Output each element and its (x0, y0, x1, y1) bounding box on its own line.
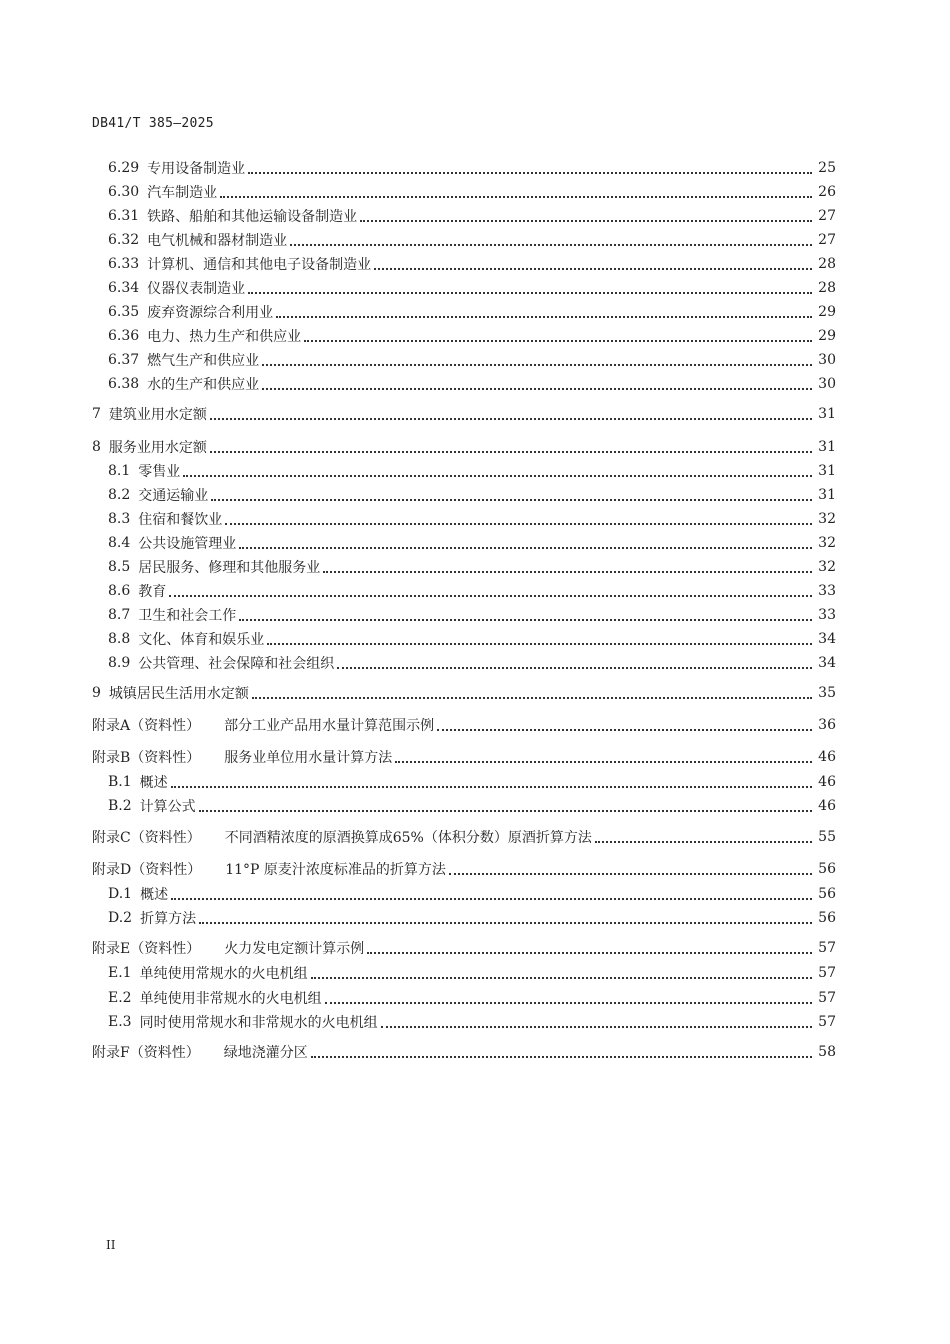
toc-entry[interactable] (0, 827, 950, 847)
toc-page: 36 (818, 717, 836, 733)
toc-entry[interactable] (0, 374, 950, 394)
toc-title: 居民服务、修理和其他服务业 (138, 560, 321, 576)
toc-entry[interactable] (0, 182, 950, 202)
toc-leader (262, 387, 812, 390)
toc-number: B.2 (108, 798, 132, 814)
toc-title: 火力发电定额计算示例 (224, 941, 365, 957)
toc-title: 公共设施管理业 (138, 536, 237, 552)
toc-leader (171, 897, 812, 900)
toc-title: 部分工业产品用水量计算范围示例 (224, 718, 435, 734)
toc-page: 27 (818, 208, 836, 224)
toc-entry[interactable] (0, 963, 950, 983)
toc-page: 31 (818, 463, 836, 479)
toc-entry[interactable] (0, 683, 950, 703)
toc-entry[interactable] (0, 747, 950, 767)
toc-entry[interactable] (0, 350, 950, 370)
toc-title: 卫生和社会工作 (138, 608, 237, 624)
toc-title: 概述 (140, 887, 169, 903)
toc-page: 34 (818, 655, 836, 671)
toc-number: 附录D（资料性） (92, 862, 202, 878)
toc-title: 服务业单位用水量计算方法 (224, 750, 393, 766)
toc-leader (239, 618, 812, 621)
toc-number: E.2 (108, 990, 132, 1006)
toc-leader (199, 921, 812, 924)
toc-page: 28 (818, 280, 836, 296)
toc-page: 56 (818, 910, 836, 926)
toc-entry[interactable] (0, 302, 950, 322)
toc-leader (337, 666, 812, 669)
toc-number: E.1 (108, 965, 132, 981)
toc-entry[interactable] (0, 509, 950, 529)
toc-page: 57 (818, 940, 836, 956)
toc-entry[interactable] (0, 1012, 950, 1032)
toc-number: 附录F（资料性） (92, 1045, 200, 1061)
toc-number: 6.32 (108, 232, 140, 248)
toc-title: 铁路、船舶和其他运输设备制造业 (147, 209, 358, 225)
toc-title: 单纯使用常规水的火电机组 (139, 966, 308, 982)
toc-leader (311, 976, 812, 979)
toc-title: 城镇居民生活用水定额 (108, 686, 249, 702)
toc-page: 33 (818, 607, 836, 623)
toc-title: 电力、热力生产和供应业 (147, 329, 302, 345)
toc-entry[interactable] (0, 605, 950, 625)
document-id-header: DB41/T 385—2025 (92, 116, 214, 131)
toc-page: 56 (818, 886, 836, 902)
toc-leader (290, 243, 812, 246)
toc-number: 6.36 (108, 328, 140, 344)
toc-entry[interactable] (0, 629, 950, 649)
toc-title: 住宿和餐饮业 (138, 512, 223, 528)
toc-leader (211, 498, 812, 501)
toc-entry[interactable] (0, 230, 950, 250)
toc-title: 汽车制造业 (147, 185, 218, 201)
toc-number: 6.34 (108, 280, 140, 296)
toc-title: 不同酒精浓度的原酒换算成65%（体积分数）原酒折算方法 (224, 830, 592, 846)
toc-entry[interactable] (0, 278, 950, 298)
toc-page: 56 (818, 861, 836, 877)
toc-entry[interactable] (0, 437, 950, 457)
toc-page: 33 (818, 583, 836, 599)
toc-leader (437, 728, 812, 731)
toc-number: 8.7 (108, 607, 131, 623)
toc-leader (248, 291, 812, 294)
toc-leader (267, 642, 812, 645)
toc-title: 绿地浇灌分区 (223, 1045, 308, 1061)
toc-title: 教育 (138, 584, 167, 600)
toc-title: 11°P 原麦汁浓度标准品的折算方法 (225, 862, 446, 878)
toc-page: 30 (818, 352, 836, 368)
toc-leader (323, 570, 812, 573)
toc-leader (252, 696, 812, 699)
toc-page: 30 (818, 376, 836, 392)
toc-leader (210, 450, 812, 453)
toc-page: 57 (818, 1014, 836, 1030)
toc-number: D.1 (108, 886, 133, 902)
toc-leader (595, 840, 812, 843)
toc-leader (381, 1025, 812, 1028)
toc-entry[interactable] (0, 158, 950, 178)
toc-entry[interactable] (0, 1042, 950, 1062)
toc-entry[interactable] (0, 938, 950, 958)
toc-number: D.2 (108, 910, 133, 926)
toc-title: 专用设备制造业 (147, 161, 246, 177)
toc-entry[interactable] (0, 461, 950, 481)
toc-number: 8.3 (108, 511, 131, 527)
toc-leader (325, 1001, 812, 1004)
toc-page: 25 (818, 160, 836, 176)
toc-entry[interactable] (0, 533, 950, 553)
toc-page: 32 (818, 559, 836, 575)
toc-page: 32 (818, 535, 836, 551)
toc-number: 6.31 (108, 208, 140, 224)
toc-number: 8.8 (108, 631, 131, 647)
toc-entry[interactable] (0, 988, 950, 1008)
toc-number: 8.5 (108, 559, 131, 575)
toc-title: 单纯使用非常规水的火电机组 (139, 991, 322, 1007)
toc-title: 零售业 (138, 464, 181, 480)
toc-number: 8 (92, 439, 101, 455)
toc-page: 58 (818, 1044, 836, 1060)
toc-entry[interactable] (0, 884, 950, 904)
toc-number: 8.1 (108, 463, 131, 479)
toc-page: 31 (818, 439, 836, 455)
toc-page: 57 (818, 965, 836, 981)
toc-page: 46 (818, 749, 836, 765)
toc-leader (225, 522, 812, 525)
toc-title: 概述 (139, 775, 168, 791)
toc-page: 57 (818, 990, 836, 1006)
toc-number: 6.30 (108, 184, 140, 200)
toc-entry[interactable] (0, 557, 950, 577)
toc-leader (171, 785, 812, 788)
toc-entry[interactable] (0, 715, 950, 735)
toc-leader (183, 474, 812, 477)
toc-entry[interactable] (0, 653, 950, 673)
toc-title: 折算方法 (140, 911, 197, 927)
toc-leader (449, 872, 812, 875)
toc-number: 附录C（资料性） (92, 830, 201, 846)
toc-page: 55 (818, 829, 836, 845)
toc-entry[interactable] (0, 404, 950, 424)
toc-leader (210, 417, 812, 420)
toc-number: 附录E（资料性） (92, 941, 201, 957)
toc-page: 31 (818, 406, 836, 422)
toc-page: 27 (818, 232, 836, 248)
toc-title: 同时使用常规水和非常规水的火电机组 (139, 1015, 378, 1031)
toc-leader (374, 267, 812, 270)
toc-leader (169, 594, 812, 597)
toc-title: 建筑业用水定额 (108, 407, 207, 423)
toc-page: 29 (818, 304, 836, 320)
page-number-footer: II (106, 1238, 116, 1252)
toc-leader (304, 339, 812, 342)
toc-page: 26 (818, 184, 836, 200)
toc-entry[interactable] (0, 859, 950, 879)
toc-title: 废弃资源综合利用业 (147, 305, 274, 321)
toc-entry[interactable] (0, 796, 950, 816)
toc-leader (395, 760, 812, 763)
toc-leader (276, 315, 812, 318)
toc-number: 附录B（资料性） (92, 750, 201, 766)
toc-title: 燃气生产和供应业 (147, 353, 260, 369)
toc-number: 6.29 (108, 160, 140, 176)
toc-number: 6.37 (108, 352, 140, 368)
toc-title: 计算公式 (139, 799, 196, 815)
toc-title: 水的生产和供应业 (147, 377, 260, 393)
toc-entry[interactable] (0, 772, 950, 792)
toc-leader (220, 195, 812, 198)
toc-number: E.3 (108, 1014, 132, 1030)
toc-leader (367, 951, 812, 954)
toc-number: 8.6 (108, 583, 131, 599)
toc-title: 服务业用水定额 (108, 440, 207, 456)
toc-title: 公共管理、社会保障和社会组织 (138, 656, 335, 672)
toc-page: 29 (818, 328, 836, 344)
toc-leader (262, 363, 812, 366)
toc-number: 8.9 (108, 655, 131, 671)
toc-page: 46 (818, 798, 836, 814)
toc-number: 7 (92, 406, 101, 422)
toc-leader (360, 219, 812, 222)
toc-number: B.1 (108, 774, 132, 790)
toc-page: 34 (818, 631, 836, 647)
toc-number: 附录A（资料性） (92, 718, 201, 734)
toc-title: 文化、体育和娱乐业 (138, 632, 265, 648)
toc-title: 交通运输业 (138, 488, 209, 504)
toc-title: 仪器仪表制造业 (147, 281, 246, 297)
toc-entry[interactable] (0, 908, 950, 928)
toc-number: 6.38 (108, 376, 140, 392)
toc-page: 35 (818, 685, 836, 701)
toc-leader (239, 546, 812, 549)
toc-entry[interactable] (0, 485, 950, 505)
toc-title: 计算机、通信和其他电子设备制造业 (147, 257, 372, 273)
toc-entry[interactable] (0, 206, 950, 226)
toc-number: 6.33 (108, 256, 140, 272)
toc-entry[interactable] (0, 326, 950, 346)
toc-leader (199, 809, 812, 812)
toc-leader (248, 171, 812, 174)
toc-entry[interactable] (0, 581, 950, 601)
toc-title: 电气机械和器材制造业 (147, 233, 288, 249)
toc-page: 32 (818, 511, 836, 527)
toc-number: 8.4 (108, 535, 131, 551)
toc-page: 31 (818, 487, 836, 503)
toc-number: 8.2 (108, 487, 131, 503)
toc-number: 6.35 (108, 304, 140, 320)
toc-leader (311, 1055, 812, 1058)
toc-number: 9 (92, 685, 101, 701)
toc-entry[interactable] (0, 254, 950, 274)
toc-page: 46 (818, 774, 836, 790)
toc-page: 28 (818, 256, 836, 272)
